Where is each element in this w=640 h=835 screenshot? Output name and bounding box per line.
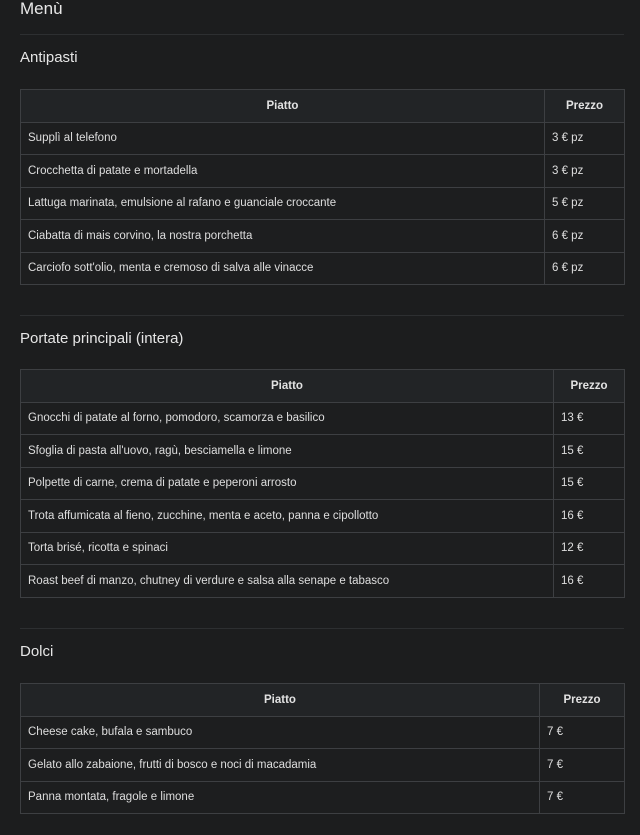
dish-price: 15 € [554,435,625,468]
dish-name: Torta brisé, ricotta e spinaci [21,532,554,565]
section-title-antipasti: Antipasti [20,49,78,66]
table-row [21,565,625,598]
dish-price: 7 € [540,781,625,814]
section-title-portate-principali: Portate principali (intera) [20,330,184,347]
table-header-row [21,370,625,403]
table-antipasti [20,89,625,285]
dish-name: Cheese cake, bufala e sambuco [21,716,540,749]
dish-name: Polpette di carne, crema di patate e peperoni arrosto [21,467,554,500]
table-row [21,749,625,782]
dish-name: Lattuga marinata, emulsione al rafano e guanciale croccante [21,187,545,220]
dish-name: Trota affumicata al fieno, zucchine, menta e aceto, panna e cipollotto [21,500,554,533]
dish-price: 6 € pz [545,220,625,253]
dish-name: Panna montata, fragole e limone [21,781,540,814]
dish-name: Carciofo sott'olio, menta e cremoso di salva alle vinacce [21,252,545,285]
section-divider [20,34,624,35]
table-row [21,435,625,468]
table-portate-principali [20,369,625,598]
dish-name: Sfoglia di pasta all'uovo, ragù, besciamella e limone [21,435,554,468]
table-row [21,252,625,285]
section-divider [20,315,624,316]
table-row [21,781,625,814]
dish-price: 15 € [554,467,625,500]
dish-name: Supplì al telefono [21,122,545,155]
table-header-row [21,684,625,717]
table-row [21,122,625,155]
dish-price: 16 € [554,500,625,533]
column-header-dish: Piatto [21,90,545,123]
table-row [21,532,625,565]
section-divider [20,628,624,629]
table-row [21,467,625,500]
dish-name: Roast beef di manzo, chutney di verdure e salsa alla senape e tabasco [21,565,554,598]
page-title: Menù [20,0,63,18]
table-row [21,716,625,749]
dish-price: 13 € [554,402,625,435]
dish-price: 5 € pz [545,187,625,220]
table-row [21,500,625,533]
table-row [21,155,625,188]
dish-price: 16 € [554,565,625,598]
table-header-row [21,90,625,123]
dish-name: Gnocchi di patate al forno, pomodoro, scamorza e basilico [21,402,554,435]
dish-name: Gelato allo zabaione, frutti di bosco e noci di macadamia [21,749,540,782]
column-header-dish: Piatto [21,370,554,403]
dish-price: 3 € pz [545,155,625,188]
dish-name: Crocchetta di patate e mortadella [21,155,545,188]
dish-price: 7 € [540,749,625,782]
table-dolci [20,683,625,814]
column-header-dish: Piatto [21,684,540,717]
table-row [21,220,625,253]
table-row [21,187,625,220]
column-header-price: Prezzo [545,90,625,123]
dish-price: 6 € pz [545,252,625,285]
dish-price: 12 € [554,532,625,565]
table-row [21,402,625,435]
dish-name: Ciabatta di mais corvino, la nostra porchetta [21,220,545,253]
dish-price: 7 € [540,716,625,749]
section-title-dolci: Dolci [20,643,54,660]
column-header-price: Prezzo [540,684,625,717]
column-header-price: Prezzo [554,370,625,403]
dish-price: 3 € pz [545,122,625,155]
